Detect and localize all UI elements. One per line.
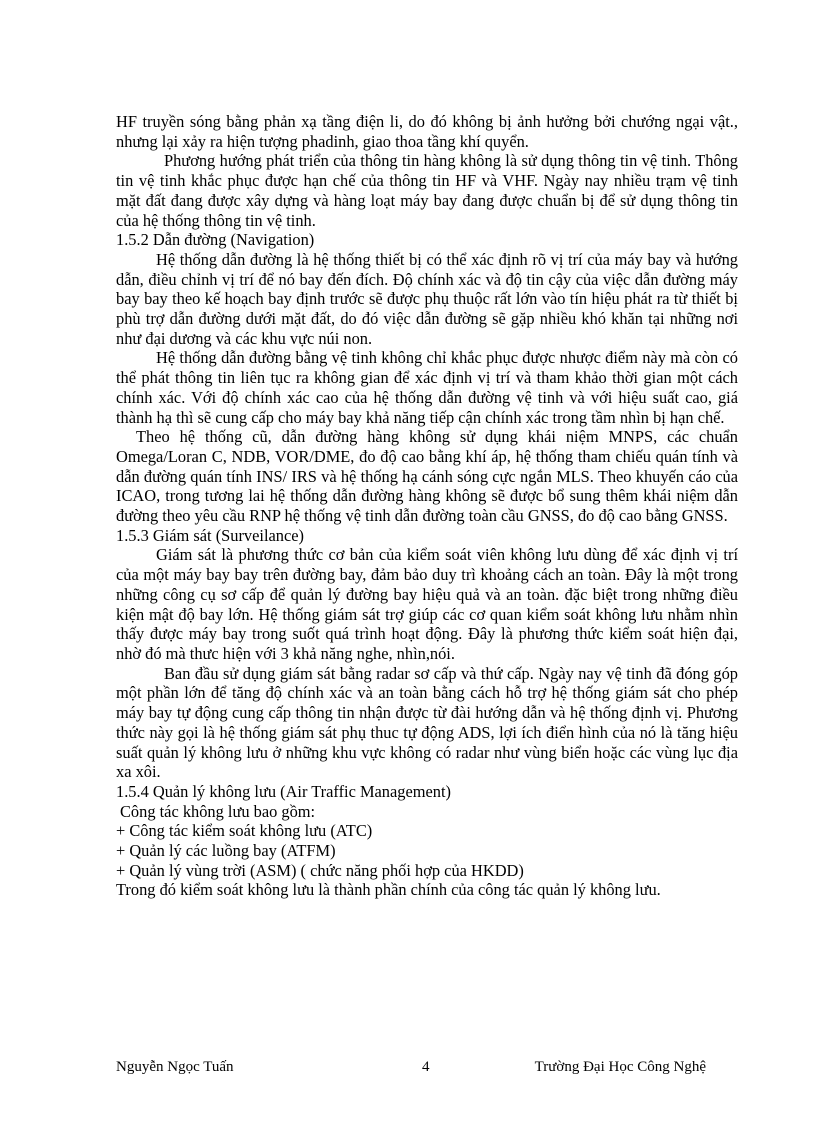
paragraph-satellite-direction: Phương hướng phát triển của thông tin hàng không là sử dụng thông tin vệ tinh. Thông tin vệ tinh khắc phục được hạn chế của thông tin HF và VHF. Ngày nay nhiều trạm vệ tinh mặt đất đang được xây dựng và hàng loạt máy bay đang được chuẩn bị để sử dụng thông tin của hệ thống thông tin vệ tinh. <box>116 151 738 230</box>
heading-navigation: 1.5.2 Dẫn đường (Navigation) <box>116 230 315 250</box>
list-item-atc: + Công tác kiểm soát không lưu (ATC) <box>116 821 373 841</box>
footer-school: Trường Đại Học Công Nghệ <box>534 1059 706 1075</box>
footer-page-number: 4 <box>422 1059 430 1075</box>
paragraph-satellite-navigation: Hệ thống dẫn đường bằng vệ tinh không chỉ khắc phục được nhược điểm này mà còn có thể phát thông tin liên tục ra không gian để xác định vị trí và tham khảo thời gian một cách chính xác. Với độ chính xác cao của hệ thống dẫn đường vệ tinh và với hiệu suất cao, giá thành hạ thì sẽ cung cấp cho máy bay khả năng tiếp cận chính xác trong tầm nhìn bị hạn chế. <box>116 348 738 427</box>
paragraph-conclusion: Trong đó kiểm soát không lưu là thành phần chính của công tác quản lý không lưu. <box>116 880 661 900</box>
list-item-atfm: + Quản lý các luồng bay (ATFM) <box>116 841 336 861</box>
document-body <box>116 112 738 900</box>
heading-surveillance: 1.5.3 Giám sát (Surveilance) <box>116 525 304 545</box>
list-lead: Công tác không lưu bao gồm: <box>120 801 316 821</box>
paragraph-radar-ads: Ban đầu sử dụng giám sát bằng radar sơ cấp và thứ cấp. Ngày nay vệ tinh đã đóng góp một phần lớn để tăng độ chính xác và an toàn bằng cách hỗ trợ hệ thống giám sát cho phép máy bay tự động cung cấp thông tin nhận được từ đài hướng dẫn và hệ thống định vị. Phương thức này gọi là hệ thống giám sát phụ thuc tự động ADS, lợi ích điển hình của nó là tăng hiệu suất quản lý không lưu ở những khu vực không có radar như vùng biển hoặc các vùng lục địa xa xôi. <box>116 663 738 782</box>
paragraph-hf-propagation: HF truyền sóng bằng phản xạ tầng điện li, do đó không bị ảnh hưởng bởi chướng ngại vật., nhưng lại xảy ra hiện tượng phadinh, giao thoa tầng khí quyển. <box>116 112 738 151</box>
page-footer <box>116 1057 706 1077</box>
paragraph-legacy-navigation: Theo hệ thống cũ, dẫn đường hàng không sử dụng khái niệm MNPS, các chuẩn Omega/Loran C, NDB, VOR/DME, đo độ cao bằng khí áp, hệ thống tham chiếu quán tính và dẫn đường quán tính INS/ IRS và hệ thống hạ cánh sóng cực ngắn MLS. Theo khuyến cáo của ICAO, trong tương lai hệ thống dẫn đường hàng không sẽ được bổ sung thêm khái niệm dẫn đường theo yêu cầu RNP hệ thống vệ tinh dẫn đường toàn cầu GNSS, đo độ cao bằng GNSS. <box>116 427 738 526</box>
paragraph-navigation-system: Hệ thống dẫn đường là hệ thống thiết bị có thể xác định rõ vị trí của máy bay và hướng dẫn, điều chỉnh vị trí để nó bay đến đích. Độ chính xác và độ tin cậy của việc dẫn đường máy bay bay theo kế hoạch bay định trước sẽ được phụ thuộc rất lớn vào tín hiệu phát ra từ thiết bị phù trợ dẫn đường dưới mặt đất, do đó việc dẫn đường sẽ gặp nhiều khó khăn tại những nơi như đại dương và các khu vực núi non. <box>116 249 738 348</box>
footer-author: Nguyễn Ngọc Tuấn <box>116 1059 234 1075</box>
list-item-asm: + Quản lý vùng trời (ASM) ( chức năng phối hợp của HKDD) <box>116 860 524 880</box>
heading-air-traffic-management: 1.5.4 Quản lý không lưu (Air Traffic Management) <box>116 781 451 801</box>
paragraph-surveillance-definition: Giám sát là phương thức cơ bản của kiểm soát viên không lưu dùng để xác định vị trí của một máy bay bay trên đường bay, đảm bảo duy trì khoảng cách an toàn. Đây là một trong những công cụ sơ cấp để quản lý đường bay hiệu quả và an toàn. đặc biệt trong những điều kiện mật độ bay lớn. Hệ thống giám sát trợ giúp các cơ quan kiểm soát không lưu nhằm nhìn thấy được máy bay trong suốt quá trình hoạt động. Đây là phương thức kiểm soát hiện đại, nhờ đó mà thưc hiện với 3 khả năng nghe, nhìn,nói. <box>116 545 738 663</box>
